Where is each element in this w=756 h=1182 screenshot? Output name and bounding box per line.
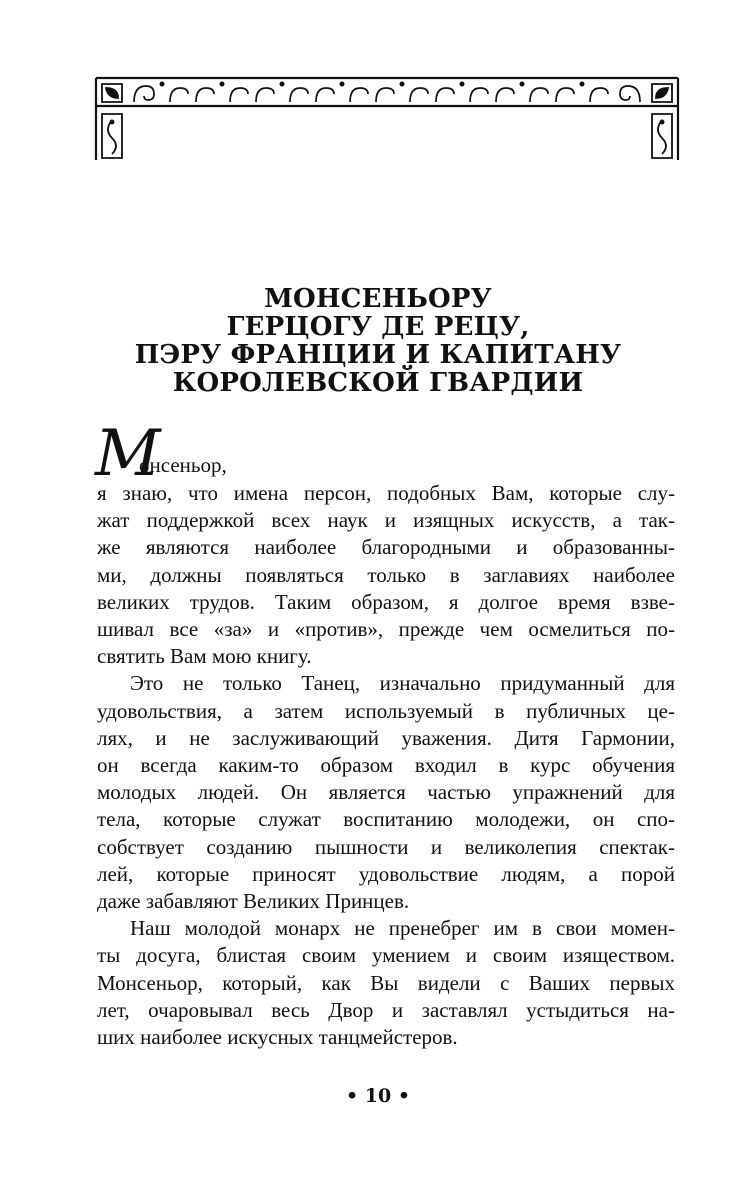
opening-line	[95, 417, 675, 491]
paragraph-1	[97, 480, 675, 670]
heading-line: МОНСЕНЬОРУ	[264, 284, 492, 314]
text-line: он всегда каким-то образом входил в курс обучения	[97, 753, 675, 778]
text-line: же являются наиболее благородными и образованны-	[97, 535, 675, 560]
page-number: • 10 •	[346, 1085, 410, 1107]
text-line: лях, и не заслуживающий уважения. Дитя Гармонии,	[97, 725, 675, 750]
dedication-heading	[80, 285, 676, 397]
text-line: великих трудов. Таким образом, я долгое время взве-	[97, 589, 675, 614]
text-line: удовольствия, а затем используемый в публичных це-	[97, 698, 675, 723]
opening-word: онсеньор,	[139, 453, 227, 477]
decorative-header-ornament	[90, 74, 684, 164]
text-line: Монсеньор, который, как Вы видели с Ваших первых	[97, 970, 675, 995]
heading-line: ГЕРЦОГУ ДЕ РЕЦУ,	[226, 312, 530, 342]
paragraph-2	[97, 670, 675, 915]
dedication-body	[95, 417, 675, 1051]
text-line: жат поддержкой всех наук и изящных искусств, а так-	[97, 508, 675, 533]
paragraph-3	[97, 915, 675, 1051]
text-line: собствует созданию пышности и великолепия спектак-	[97, 834, 675, 859]
text-line: шивал все «за» и «против», прежде чем осмелиться по-	[97, 617, 675, 642]
text-line: ты досуга, блистая своим умением и своим изяществом.	[97, 943, 675, 968]
drop-cap: М	[95, 417, 161, 491]
text-line: Это не только Танец, изначально придуманный для	[130, 671, 675, 696]
ornament-border-icon	[90, 74, 684, 164]
heading-line: КОРОЛЕВСКОЙ ГВАРДИИ	[172, 368, 584, 398]
text-line: ми, должны появляться только в заглавиях наиболее	[97, 562, 675, 587]
text-line: ших наиболее искусных танцмейстеров.	[97, 1025, 458, 1050]
heading-line: ПЭРУ ФРАНЦИИ И КАПИТАНУ	[134, 340, 622, 370]
text-line: молодых людей. Он является частью упражнений для	[97, 780, 675, 805]
text-line: я знаю, что имена персон, подобных Вам, которые слу-	[97, 481, 675, 505]
text-line: святить Вам мою книгу.	[97, 644, 312, 669]
text-line: тела, которые служат воспитанию молодежи, он спо-	[97, 807, 675, 832]
text-line: лей, которые приносят удовольствие людям, а порой	[97, 861, 675, 886]
text-line: даже забавляют Великих Принцев.	[97, 889, 410, 914]
text-line: лет, очаровывал весь Двор и заставлял устыдиться на-	[97, 997, 675, 1022]
text-line: Наш молодой монарх не пренебрег им в свои момен-	[130, 916, 675, 941]
